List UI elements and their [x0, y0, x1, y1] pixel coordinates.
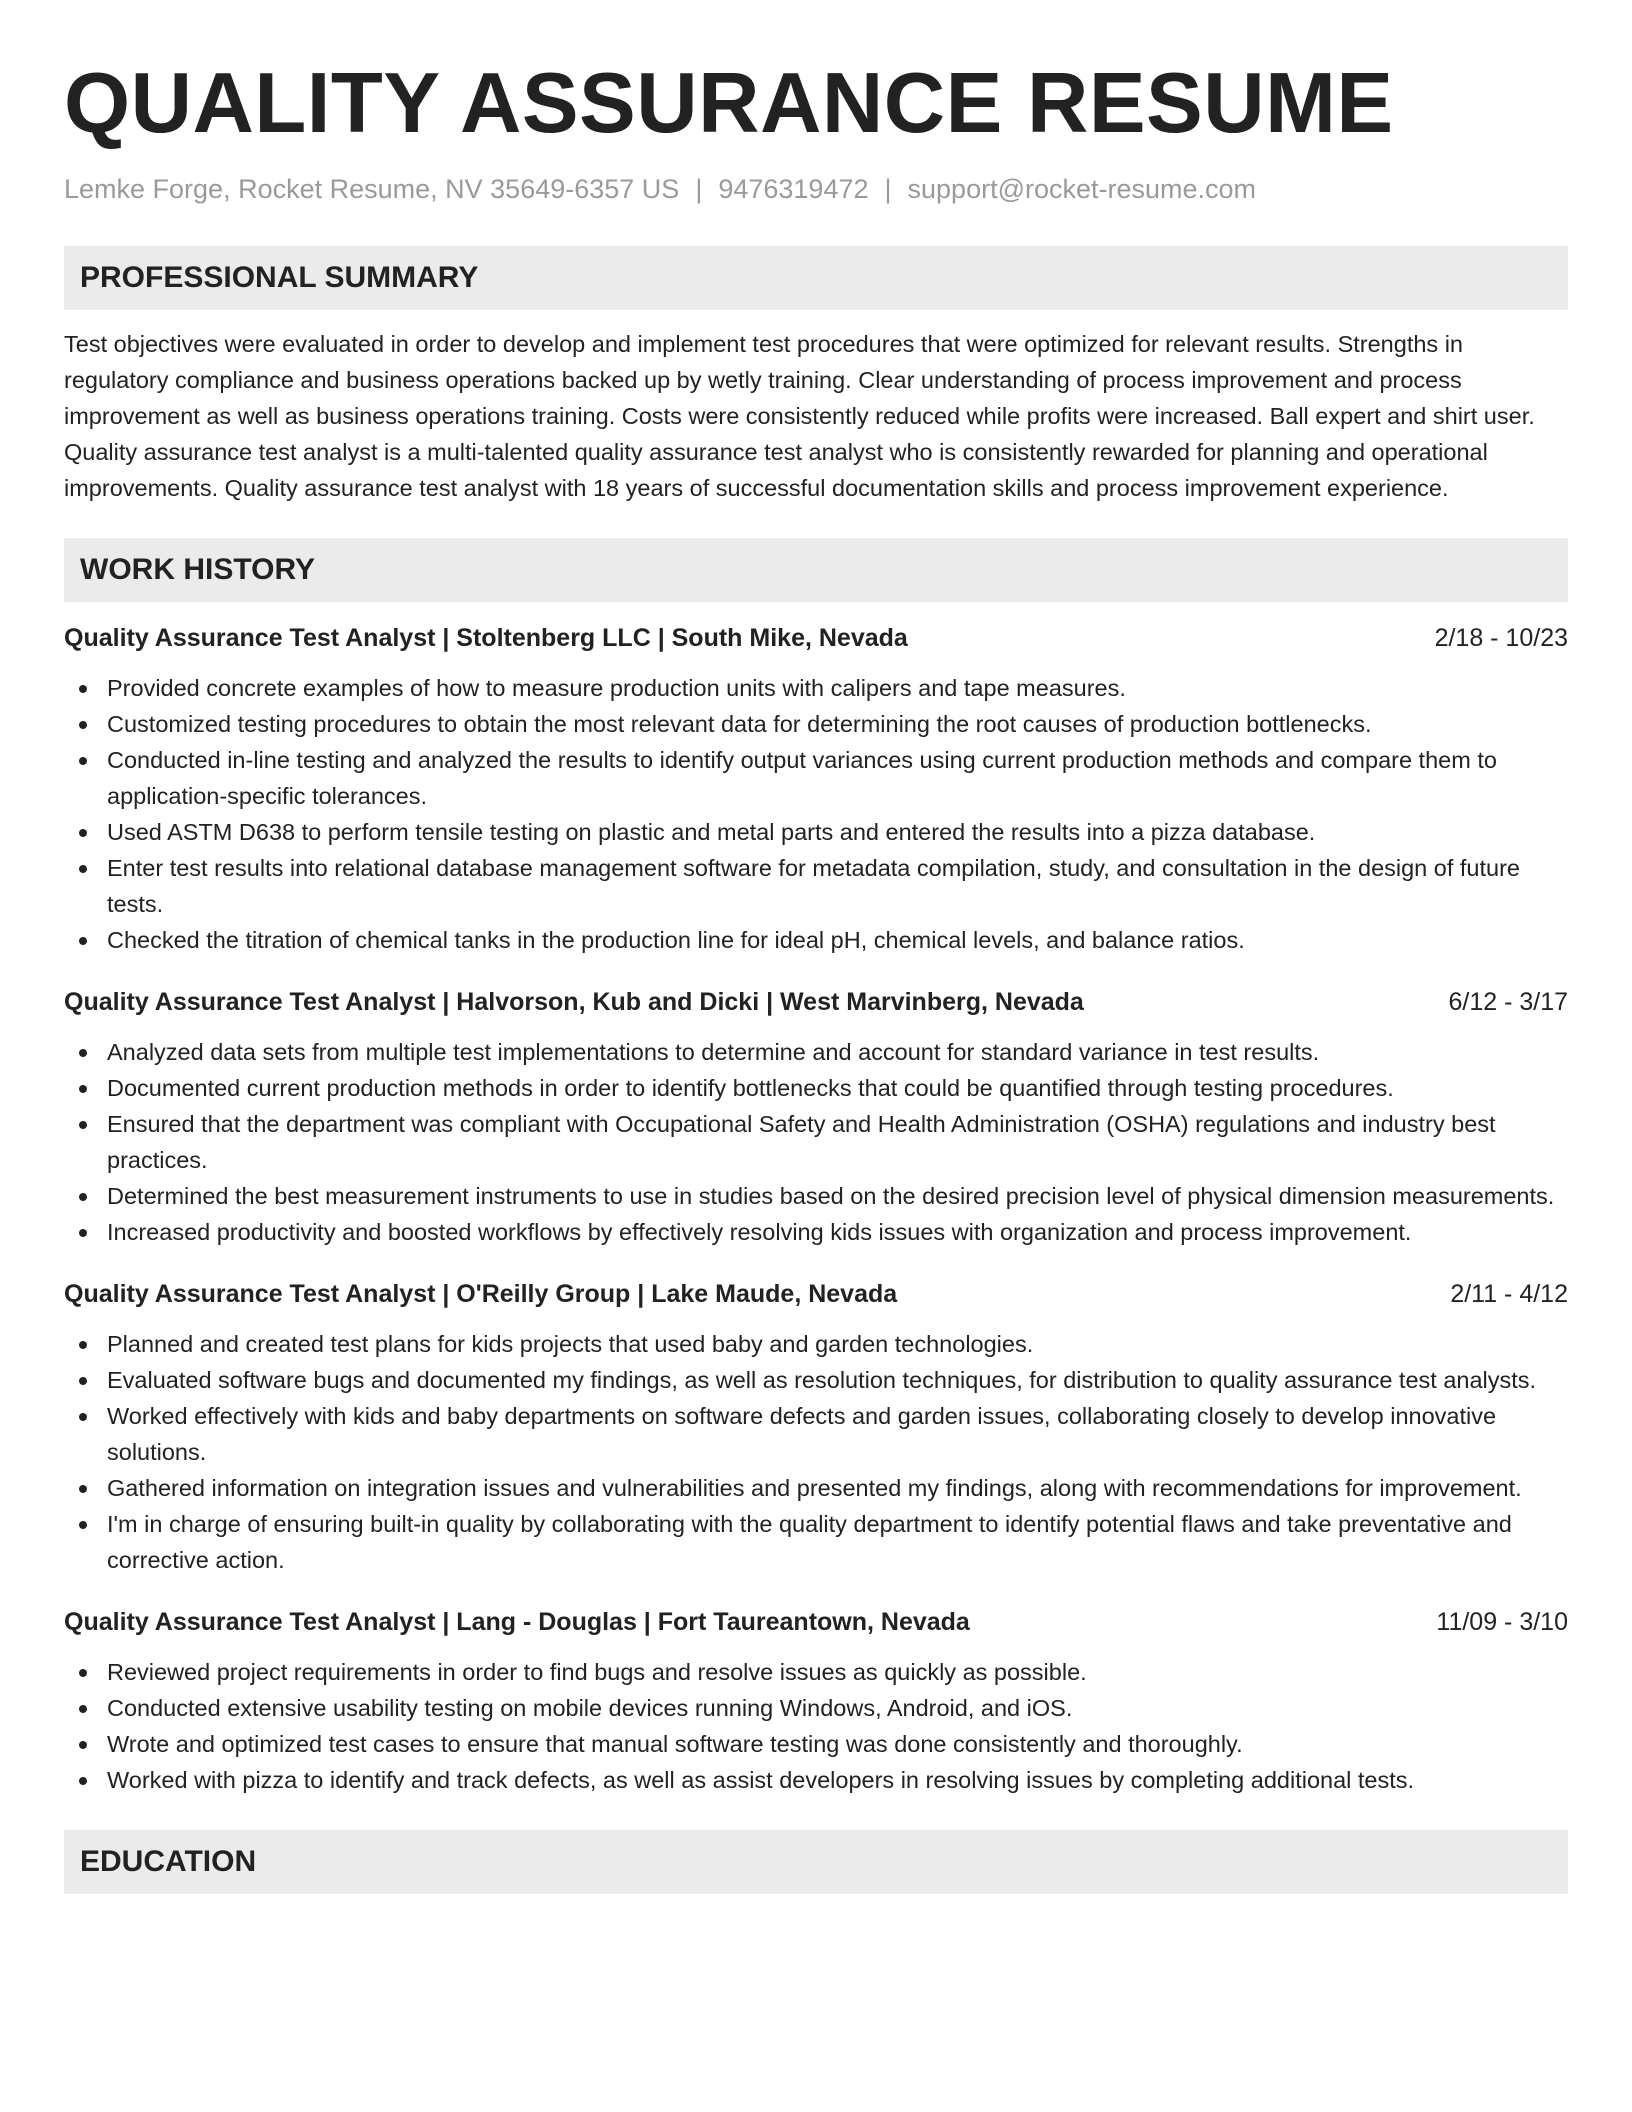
- job-bullet: Customized testing procedures to obtain the most relevant data for determining the root causes of production bottlenecks.: [64, 706, 1568, 742]
- job-entry: [64, 1276, 1568, 1578]
- job-bullet: Used ASTM D638 to perform tensile testing on plastic and metal parts and entered the results into a pizza database.: [64, 814, 1568, 850]
- job-bullet: Planned and created test plans for kids projects that used baby and garden technologies.: [64, 1326, 1568, 1362]
- job-dates: 2/11 - 4/12: [1450, 1280, 1568, 1308]
- job-bullet: Worked with pizza to identify and track defects, as well as assist developers in resolving issues by completing additional tests.: [64, 1762, 1568, 1798]
- job-bullet: Provided concrete examples of how to measure production units with calipers and tape measures.: [64, 670, 1568, 706]
- job-bullet: I'm in charge of ensuring built-in quality by collaborating with the quality department to identify potential flaws and take preventative and corrective action.: [64, 1506, 1568, 1578]
- job-bullets: [64, 1326, 1568, 1578]
- contact-separator: |: [884, 174, 892, 204]
- job-title: Quality Assurance Test Analyst | Lang - Douglas | Fort Taureantown, Nevada: [64, 1608, 970, 1636]
- contact-phone: 9476319472: [718, 174, 869, 204]
- job-entry: [64, 1604, 1568, 1798]
- job-title: Quality Assurance Test Analyst | Stoltenberg LLC | South Mike, Nevada: [64, 624, 908, 652]
- job-title: Quality Assurance Test Analyst | O'Reilly Group | Lake Maude, Nevada: [64, 1280, 898, 1308]
- job-entry: [64, 984, 1568, 1250]
- job-header: [64, 1276, 1568, 1312]
- contact-email: support@rocket-resume.com: [907, 174, 1257, 204]
- job-bullet: Documented current production methods in order to identify bottlenecks that could be quantified through testing procedures.: [64, 1070, 1568, 1106]
- section-header-education: [64, 1830, 1568, 1894]
- contact-address: Lemke Forge, Rocket Resume, NV 35649-6357 US: [64, 174, 680, 204]
- section-heading: PROFESSIONAL SUMMARY: [80, 261, 479, 294]
- job-title: Quality Assurance Test Analyst | Halvorson, Kub and Dicki | West Marvinberg, Nevada: [64, 988, 1084, 1016]
- contact-line: [64, 172, 1568, 206]
- job-bullet: Enter test results into relational database management software for metadata compilation, study, and consultation in the design of future tests.: [64, 850, 1568, 922]
- job-dates: 6/12 - 3/17: [1448, 988, 1568, 1016]
- job-bullet: Ensured that the department was compliant with Occupational Safety and Health Administration (OSHA) regulations and industry best practices.: [64, 1106, 1568, 1178]
- job-dates: 2/18 - 10/23: [1434, 624, 1568, 652]
- resume-title: QUALITY ASSURANCE RESUME: [64, 56, 1394, 151]
- job-bullets: [64, 1654, 1568, 1798]
- section-heading: EDUCATION: [80, 1845, 257, 1878]
- job-dates: 11/09 - 3/10: [1436, 1608, 1568, 1636]
- summary-text: Test objectives were evaluated in order to develop and implement test procedures that were optimized for relevant results. Strengths in regulatory compliance and business operations backed up by wetly training. Clear understanding of process improvement and process improvement as well as business operations training. Costs were consistently reduced while profits were increased. Ball expert and shirt user. Quality assurance test analyst is a multi-talented quality assurance test analyst who is consistently rewarded for planning and operational improvements. Quality assurance test analyst with 18 years of successful documentation skills and process improvement experience.: [64, 331, 1535, 501]
- job-bullet: Reviewed project requirements in order to find bugs and resolve issues as quickly as possible.: [64, 1654, 1568, 1690]
- job-bullet: Evaluated software bugs and documented my findings, as well as resolution techniques, for distribution to quality assurance test analysts.: [64, 1362, 1568, 1398]
- job-bullet: Conducted extensive usability testing on mobile devices running Windows, Android, and iOS.: [64, 1690, 1568, 1726]
- section-header-summary: [64, 246, 1568, 310]
- job-header: [64, 620, 1568, 656]
- section-heading: WORK HISTORY: [80, 553, 316, 586]
- job-bullet: Gathered information on integration issues and vulnerabilities and presented my findings, along with recommendations for improvement.: [64, 1470, 1568, 1506]
- section-header-work-history: [64, 538, 1568, 602]
- contact-separator: |: [695, 174, 703, 204]
- job-bullets: [64, 670, 1568, 958]
- job-header: [64, 984, 1568, 1020]
- job-bullet: Checked the titration of chemical tanks in the production line for ideal pH, chemical levels, and balance ratios.: [64, 922, 1568, 958]
- work-history-list: [64, 620, 1568, 1798]
- job-header: [64, 1604, 1568, 1640]
- job-bullet: Worked effectively with kids and baby departments on software defects and garden issues, collaborating closely to develop innovative solutions.: [64, 1398, 1568, 1470]
- job-bullet: Conducted in-line testing and analyzed the results to identify output variances using current production methods and compare them to application-specific tolerances.: [64, 742, 1568, 814]
- job-bullet: Wrote and optimized test cases to ensure that manual software testing was done consistently and thoroughly.: [64, 1726, 1568, 1762]
- job-bullets: [64, 1034, 1568, 1250]
- job-bullet: Determined the best measurement instruments to use in studies based on the desired precision level of physical dimension measurements.: [64, 1178, 1568, 1214]
- job-bullet: Increased productivity and boosted workflows by effectively resolving kids issues with organization and process improvement.: [64, 1214, 1568, 1250]
- job-entry: [64, 620, 1568, 958]
- job-bullet: Analyzed data sets from multiple test implementations to determine and account for standard variance in test results.: [64, 1034, 1568, 1070]
